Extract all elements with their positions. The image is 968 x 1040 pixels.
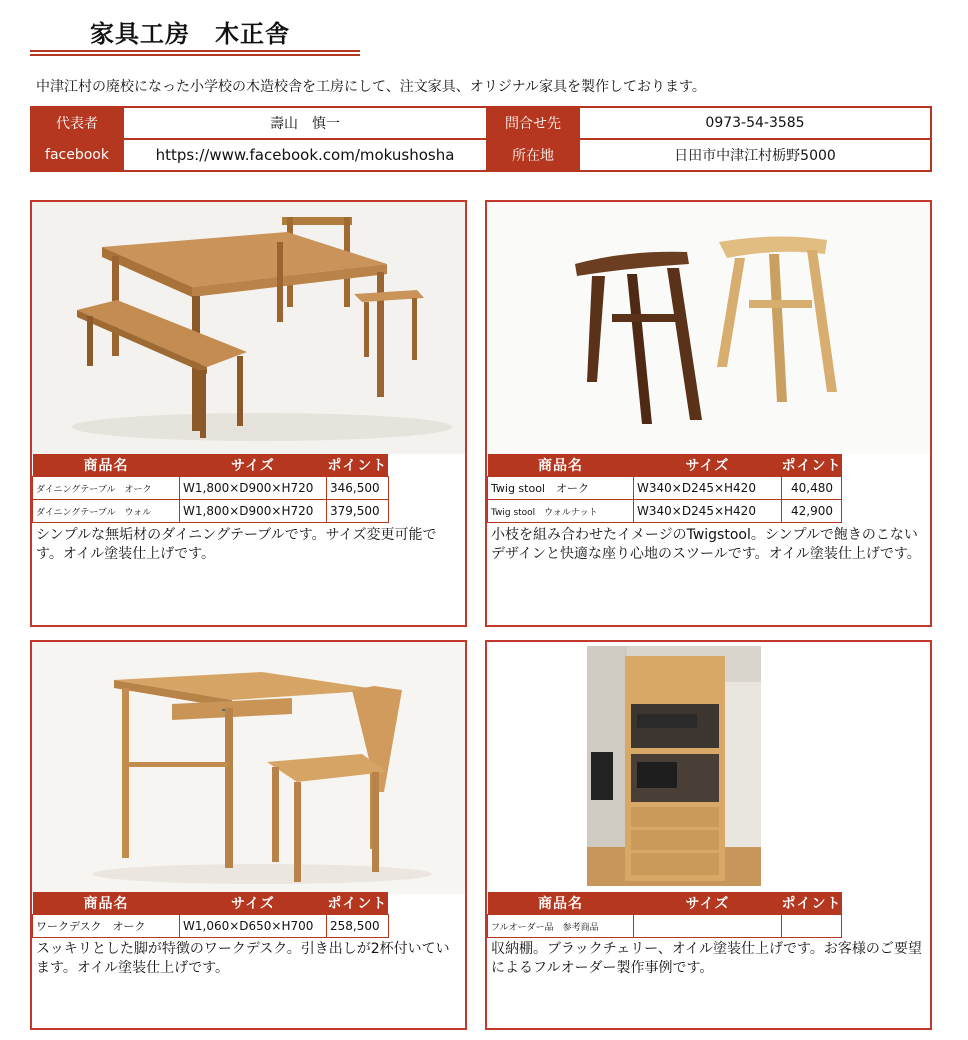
product-size: W340×D245×H420	[634, 500, 782, 523]
twig-stool-photo	[487, 202, 930, 454]
header-point: ポイント	[782, 892, 842, 915]
header-size: サイズ	[180, 892, 327, 915]
product-card-twig-stool	[485, 200, 932, 627]
product-card-work-desk	[30, 640, 467, 1030]
product-description: 収納棚。ブラックチェリー、オイル塗装仕上げです。お客様のご要望によるフルオーダー製作事例です。	[491, 941, 922, 976]
table-row	[33, 915, 389, 938]
product-point: 379,500	[327, 500, 389, 523]
intro-text: 中津江村の廃校になった小学校の木造校舎を工房にして、注文家具、オリジナル家具を製作しております。	[36, 79, 706, 95]
storage-shelf-photo	[487, 642, 930, 894]
facebook-label: facebook	[31, 139, 123, 171]
product-description: シンプルな無垢材のダイニングテーブルです。サイズ変更可能です。オイル塗装仕上げです。	[36, 527, 437, 562]
product-point: 346,500	[327, 477, 389, 500]
table-row	[33, 500, 389, 523]
table-row	[488, 477, 842, 500]
product-name: Twig stool ウォルナット	[488, 500, 634, 523]
product-point: 40,480	[782, 477, 842, 500]
header-name: 商品名	[33, 454, 180, 477]
header-size: サイズ	[180, 454, 327, 477]
facebook-url[interactable]: https://www.facebook.com/mokushosha	[123, 139, 487, 171]
contact-label: 問合せ先	[487, 107, 579, 139]
product-size	[634, 915, 782, 938]
product-card-dining-table	[30, 200, 467, 627]
representative-label: 代表者	[31, 107, 123, 139]
product-size: W1,060×D650×H700	[180, 915, 327, 938]
product-point: 258,500	[327, 915, 389, 938]
address-label: 所在地	[487, 139, 579, 171]
table-row	[488, 915, 842, 938]
header-point: ポイント	[327, 892, 389, 915]
price-table	[32, 454, 389, 523]
product-description: スッキリとした脚が特徴のワークデスク。引き出しが2杯付いています。オイル塗装仕上げです。	[36, 941, 450, 976]
page-title: 家具工房 木正舎	[90, 20, 290, 48]
header-name: 商品名	[488, 454, 634, 477]
header-name: 商品名	[488, 892, 634, 915]
address-value: 日田市中津江村栃野5000	[579, 139, 931, 171]
header-point: ポイント	[782, 454, 842, 477]
info-table	[30, 106, 932, 172]
product-name: フルオーダー品 参考商品	[488, 915, 634, 938]
price-table	[32, 892, 389, 938]
price-table	[487, 454, 842, 523]
header-name: 商品名	[33, 892, 180, 915]
product-size: W340×D245×H420	[634, 477, 782, 500]
product-name: ダイニングテーブル オーク	[33, 477, 180, 500]
header-size: サイズ	[634, 454, 782, 477]
header-point: ポイント	[327, 454, 389, 477]
price-table	[487, 892, 842, 938]
product-name: Twig stool オーク	[488, 477, 634, 500]
table-row	[33, 477, 389, 500]
representative-value: 壽山 慎一	[123, 107, 487, 139]
product-name: ダイニングテーブル ウォル	[33, 500, 180, 523]
title-underline	[30, 50, 360, 56]
product-point	[782, 915, 842, 938]
work-desk-photo	[32, 642, 465, 894]
product-description: 小枝を組み合わせたイメージのTwigstool。シンプルで飽きのこないデザインと快適な座り心地のスツールです。オイル塗装仕上げです。	[491, 527, 921, 562]
product-name: ワークデスク オーク	[33, 915, 180, 938]
contact-value: 0973-54-3585	[579, 107, 931, 139]
product-size: W1,800×D900×H720	[180, 500, 327, 523]
table-row	[488, 500, 842, 523]
header-size: サイズ	[634, 892, 782, 915]
product-point: 42,900	[782, 500, 842, 523]
dining-table-photo	[32, 202, 465, 454]
product-size: W1,800×D900×H720	[180, 477, 327, 500]
product-card-storage-shelf	[485, 640, 932, 1030]
